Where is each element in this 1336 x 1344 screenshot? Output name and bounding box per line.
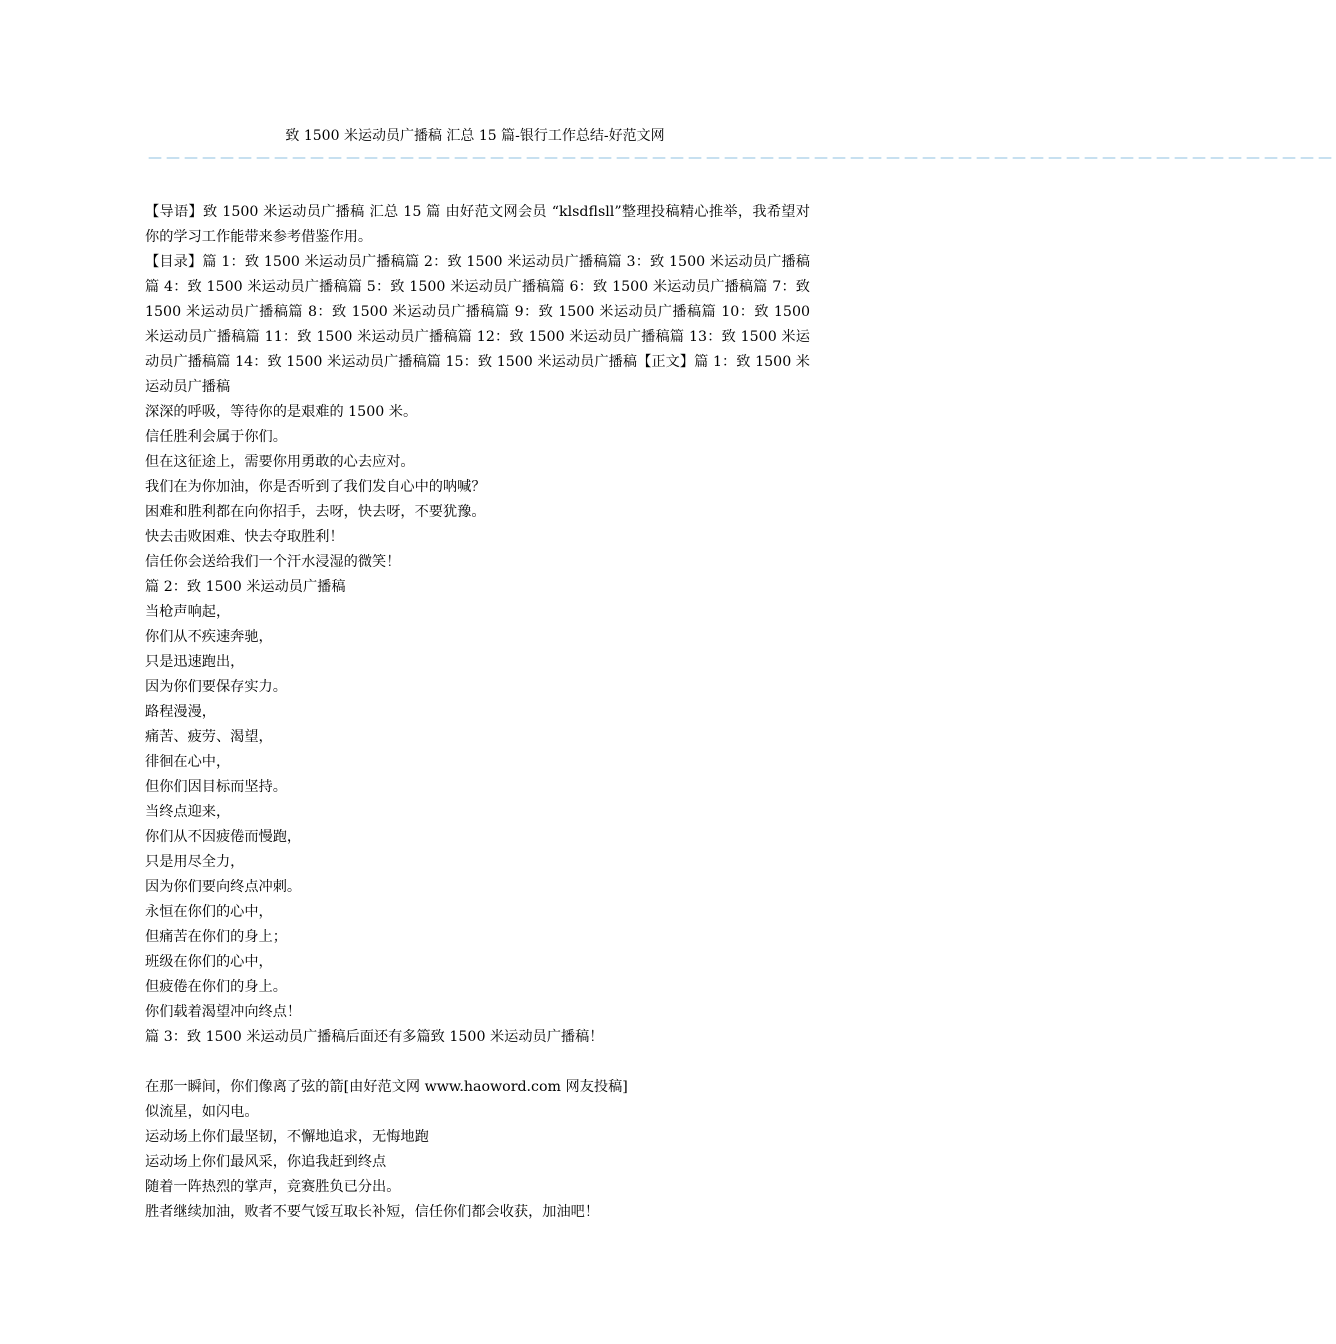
blank-line bbox=[145, 1050, 810, 1075]
text-line: 我们在为你加油，你是否听到了我们发自心中的呐喊？ bbox=[145, 479, 486, 495]
text-line: 当终点迎来， bbox=[145, 804, 231, 820]
text-line: 因为你们要向终点冲刺。 bbox=[145, 879, 302, 895]
text-line: 永恒在你们的心中， bbox=[145, 904, 273, 920]
text-line: 在那一瞬间，你们像离了弦的箭[由好范文网 www.haoword.com 网友投稿] bbox=[145, 1079, 628, 1095]
text-line: 困难和胜利都在向你招手，去呀，快去呀，不要犹豫。 bbox=[145, 504, 486, 520]
text-line: 随着一阵热烈的掌声，竞赛胜负已分出。 bbox=[145, 1179, 401, 1195]
text-line: 快去击败困难、快去夺取胜利！ bbox=[145, 529, 344, 545]
text-line: 只是迅速跑出， bbox=[145, 654, 245, 670]
text-line: 只是用尽全力， bbox=[145, 854, 245, 870]
toc-paragraph: 【目录】篇 1：致 1500 米运动员广播稿篇 2：致 1500 米运动员广播稿篇 3：致 1500 米运动员广播稿篇 4：致 1500 米运动员广播稿篇 5：致 1500 米运动员广播稿篇 6：致 1500 米运动员广播稿篇 7：致 1500 米运动员广播稿篇 8：致 1500 米运动员广播稿篇 9：致 1500 米运动员广播稿篇 10：致 1500 米运动员广播稿篇 11：致 1500 米运动员广播稿篇 12：致 1500 米运动员广播稿篇 13：致 1500 米运动员广播稿篇 14：致 1500 米运动员广播稿篇 15：致 1500 米运动员广播稿【正文】篇 1：致 1500 米运动员广播稿 bbox=[145, 254, 810, 395]
text-line: 深深的呼吸，等待你的是艰难的 1500 米。 bbox=[145, 404, 418, 420]
text-line: 篇 2：致 1500 米运动员广播稿 bbox=[145, 579, 346, 595]
text-line: 似流星，如闪电。 bbox=[145, 1104, 259, 1120]
text-line: 但你们因目标而坚持。 bbox=[145, 779, 287, 795]
text-line: 你们载着渴望冲向终点！ bbox=[145, 1004, 302, 1020]
text-line: 运动场上你们最坚韧，不懈地追求，无悔地跑 bbox=[145, 1129, 429, 1145]
text-line: 信任你会送给我们一个汗水浸湿的微笑！ bbox=[145, 554, 401, 570]
text-line: 篇 3：致 1500 米运动员广播稿后面还有多篇致 1500 米运动员广播稿！ bbox=[145, 1029, 604, 1045]
text-line: 你们从不因疲倦而慢跑， bbox=[145, 829, 302, 845]
text-line: 胜者继续加油，败者不要气馁互取长补短，信任你们都会收获，加油吧！ bbox=[145, 1204, 600, 1220]
text-line: 痛苦、疲劳、渴望， bbox=[145, 729, 273, 745]
text-line: 但疲倦在你们的身上。 bbox=[145, 979, 287, 995]
text-line: 但在这征途上，需要你用勇敢的心去应对。 bbox=[145, 454, 415, 470]
document-body bbox=[145, 200, 810, 1225]
document-title: 致 1500 米运动员广播稿 汇总 15 篇-银行工作总结-好范文网 bbox=[285, 128, 665, 144]
text-line: 班级在你们的心中， bbox=[145, 954, 273, 970]
body-lines bbox=[145, 400, 810, 1225]
text-line: 因为你们要保存实力。 bbox=[145, 679, 287, 695]
text-line: 路程漫漫， bbox=[145, 704, 216, 720]
text-line: 当枪声响起， bbox=[145, 604, 231, 620]
text-line: 徘徊在心中， bbox=[145, 754, 231, 770]
intro-paragraph: 【导语】致 1500 米运动员广播稿 汇总 15 篇 由好范文网会员 “klsdflsll”整理投稿精心推举，我希望对你的学习工作能带来参考借鉴作用。 bbox=[145, 204, 810, 245]
text-line: 但痛苦在你们的身上； bbox=[145, 929, 287, 945]
text-line: 信任胜利会属于你们。 bbox=[145, 429, 287, 445]
title-divider: —————————————————————————————————————————————————————————————————— bbox=[148, 150, 1336, 166]
text-line: 运动场上你们最风采，你追我赶到终点 bbox=[145, 1154, 387, 1170]
text-line: 你们从不疾速奔驰， bbox=[145, 629, 273, 645]
